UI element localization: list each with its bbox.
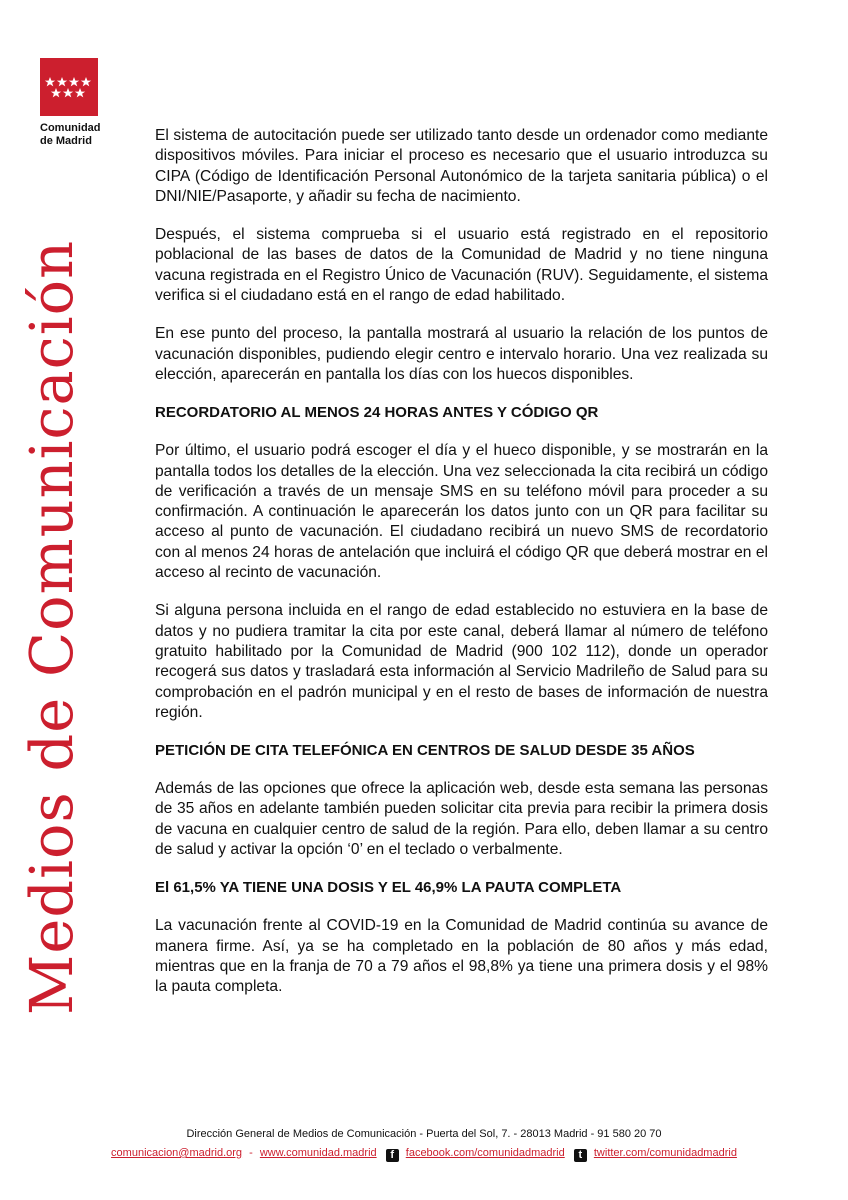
- twitter-link[interactable]: twitter.com/comunidadmadrid: [593, 1147, 737, 1159]
- vertical-section-title: Medios de Comunicación: [17, 239, 86, 1015]
- paragraph-2: Después, el sistema comprueba si el usuario está registrado en el repositorio poblacional de las bases de datos de la Comunidad de Madrid y no tiene ninguna vacuna registrada en el Registro Único de Vacunación (RUV). Seguidamente, el sistema verifica si el ciudadano está en el rango de edad habilitado.: [155, 226, 768, 305]
- paragraph-3: En ese punto del proceso, la pantalla mostrará al usuario la relación de los puntos de vacunación disponibles, pudiendo elegir centro e intervalo horario. Una vez realizada su elección, aparecerán en pantalla los días con los huecos disponibles.: [155, 325, 768, 383]
- footer-links: [0, 1147, 848, 1162]
- paragraph-5: Si alguna persona incluida en el rango de edad establecido no estuviera en la base de datos y no pudiera tramitar la cita por este canal, deberá llamar al número de teléfono gratuito habilitado por la Comunidad de Madrid (900 102 112), donde un operador recogerá sus datos y trasladará esta información al Servicio Madrileño de Salud para su comprobación en el padrón municipal y en el resto de bases de información de nuestra región.: [155, 602, 768, 721]
- twitter-icon: t: [574, 1149, 587, 1162]
- footer-separator: -: [249, 1147, 253, 1159]
- paragraph-7: La vacunación frente al COVID-19 en la Comunidad de Madrid continúa su avance de manera firme. Así, ya se ha completado en la población de 80 años y más edad, mientras que en la franja de 70 a 79 años el 98,8% ya tiene una primera dosis y el 98% la pauta completa.: [155, 917, 768, 996]
- paragraph-4: Por último, el usuario podrá escoger el día y el hueco disponible, y se mostrarán en la pantalla todos los detalles de la elección. Una vez seleccionada la cita recibirá un código de verificación a través de un mensaje SMS en su teléfono móvil para proceder a su confirmación. A continuación le aparecerán los datos junto con un QR para facilitar su acceso al punto de vacunación. El ciudadano recibirá un nuevo SMS de recordatorio con al menos 24 horas de antelación que incluirá el código QR que deberá mostrar en el acceso al recinto de vacunación.: [155, 442, 768, 582]
- email-link[interactable]: comunicacion@madrid.org: [111, 1147, 243, 1159]
- paragraph-1: El sistema de autocitación puede ser utilizado tanto desde un ordenador como mediante dispositivos móviles. Para iniciar el proceso es necesario que el usuario introduzca su CIPA (Código de Identificación Personal Autonómico de la tarjeta sanitaria pública) o el DNI/NIE/Pasaporte, y añadir su fecha de nacimiento.: [155, 127, 768, 205]
- logo-line-1: Comunidad: [40, 122, 101, 134]
- heading-dosis: El 61,5% YA TIENE UNA DOSIS Y EL 46,9% LA PAUTA COMPLETA: [155, 879, 622, 897]
- website-link[interactable]: www.comunidad.madrid: [259, 1147, 377, 1159]
- document-body: [155, 126, 768, 1016]
- logo-line-2: de Madrid: [40, 135, 92, 147]
- facebook-link[interactable]: facebook.com/comunidadmadrid: [405, 1147, 565, 1159]
- paragraph-6: Además de las opciones que ofrece la aplicación web, desde esta semana las personas de 35 años en adelante también pueden solicitar cita previa para recibir la primera dosis de vacuna en cualquier centro de salud de la región. Para ello, deben llamar a su centro de salud y activar la opción ‘0’ en el teclado o verbalmente.: [155, 780, 768, 859]
- footer-address: Dirección General de Medios de Comunicación - Puerta del Sol, 7. - 28013 Madrid - 91 580 20 70: [186, 1128, 662, 1140]
- comunidad-madrid-logo: [40, 58, 98, 116]
- heading-recordatorio: RECORDATORIO AL MENOS 24 HORAS ANTES Y CÓDIGO QR: [155, 404, 599, 422]
- heading-peticion-cita: PETICIÓN DE CITA TELEFÓNICA EN CENTROS DE SALUD DESDE 35 AÑOS: [155, 742, 695, 760]
- facebook-icon: f: [386, 1149, 399, 1162]
- logo-text: [40, 122, 130, 148]
- stars-icon: [40, 58, 98, 116]
